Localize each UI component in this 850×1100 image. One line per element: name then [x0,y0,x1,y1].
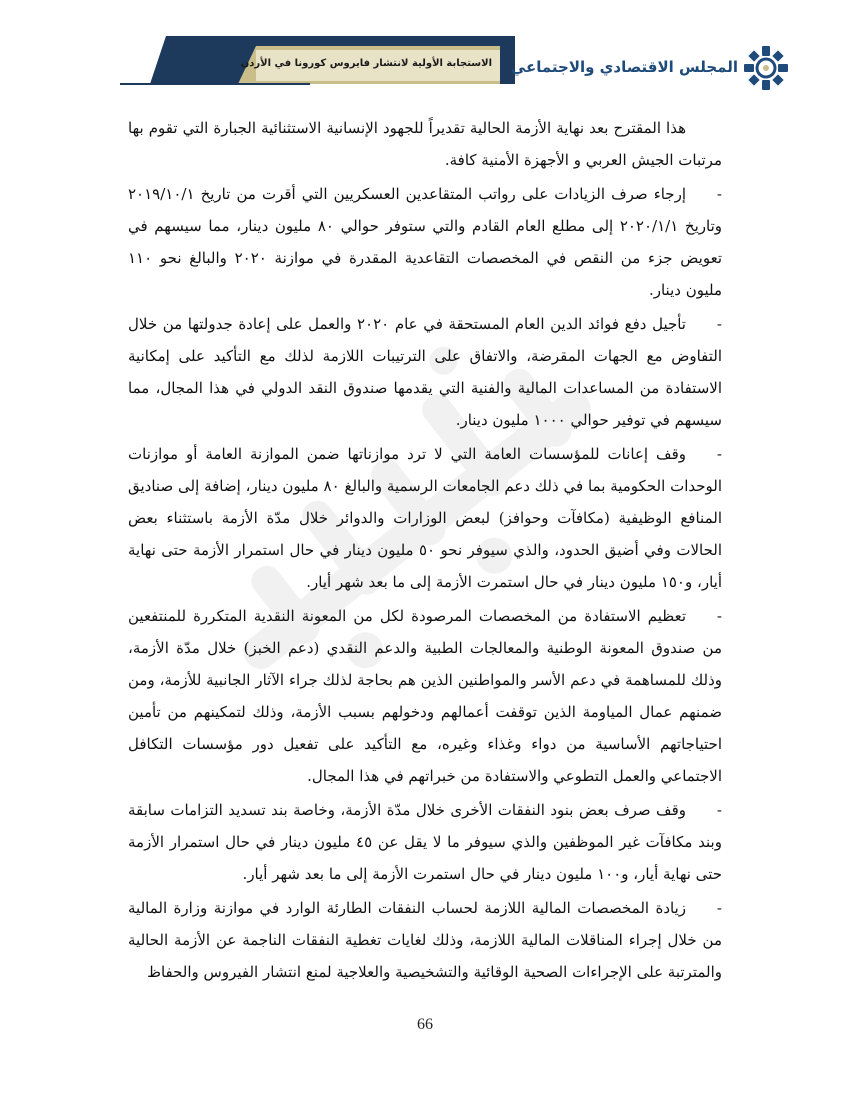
council-emblem-icon [742,44,790,92]
list-dash: - [716,801,722,819]
paragraph-text: زيادة المخصصات المالية اللازمة لحساب النفقات الطارئة الوارد في موازنة وزارة المالية من خلال إجراء المناقلات المالية اللازمة، وذلك لغايات تغطية النفقات الناجمة عن الأزمة الحالية والمترتبة على الإجراءات الصحية الوقائية والتشخيصية والعلاجية لمنع انتشار الفيروس والحفاظ [128,899,722,981]
list-dash: - [716,607,722,625]
bullet-paragraph [128,308,722,436]
bullet-paragraph [128,178,722,306]
paragraph-text: تعظيم الاستفادة من المخصصات المرصودة لكل من المعونة النقدية المتكررة للمنتفعين من صندوق المعونة الوطنية والمعالجات الطبية والدعم النقدي (دعم الخبز) خلال مدّة الأزمة، وذلك للمساهمة في دعم الأسر والمواطنين الذين هم بحاجة لذلك جراء الآثار الجانبية للأزمة، ومن ضمنهم عمال المياومة الذين توقفت أعمالهم ودخولهم بسبب الأزمة، وذلك لتمكينهم من تأمين احتياجاتهم الأساسية من دواء وغذاء وغيره، مع التأكيد على تفعيل دور مؤسسات التكافل الاجتماعي والعمل التطوعي والاستفادة من خبراتهم في هذا المجال. [128,607,722,785]
page-number: 66 [417,1016,433,1033]
document-body [128,112,722,990]
paragraph [128,112,722,176]
paragraph-text: إرجاء صرف الزيادات على رواتب المتقاعدين العسكريين التي أقرت من تاريخ ٢٠١٩/١٠/١ وتاريخ ٢٠٢٠/١/١ إلى مطلع العام القادم والتي ستوفر حوالي ٨٠ مليون دينار، مما سيسهم في تعويض جزء من النقص في المخصصات التقاعدية المقدرة في موازنة ٢٠٢٠ والبالغ نحو ١١٠ مليون دينار. [128,185,723,299]
organization-name: المجلس الاقتصادي والاجتماعي [510,58,738,76]
paragraph-text: وقف صرف بعض بنود النفقات الأخرى خلال مدّة الأزمة، وخاصة بند تسديد التزامات سابقة وبند مكافآت غير الموظفين والذي سيوفر ما لا يقل عن ٤٥ مليون دينار في حال استمرار الأزمة حتى نهاية أيار، و١٠٠ مليون دينار في حال استمرت الأزمة إلى ما بعد شهر أيار. [128,801,722,883]
paragraph-text: وقف إعانات للمؤسسات العامة التي لا ترد موازناتها ضمن الموازنة العامة أو موازنات الوحدات الحكومية بما في ذلك دعم الجامعات الرسمية والبالغ ٨٠ مليون دينار، إضافة إلى صناديق المنافع الوظيفية (مكافآت وحوافز) لبعض الوزارات والدوائر خلال مدّة الأزمة باستثناء بعض الحالات وفي أضيق الحدود، والذي سيوفر نحو ٥٠ مليون دينار في حال استمرار الأزمة حتى نهاية أيار، و١٥٠ مليون دينار في حال استمرت الأزمة إلى ما بعد شهر أيار. [128,445,723,591]
list-dash: - [716,315,722,333]
bullet-paragraph [128,600,722,792]
bullet-paragraph [128,892,722,988]
bullet-paragraph [128,438,722,598]
bullet-paragraph [128,794,722,890]
report-title: الاستجابة الأولية لانتشار فايروس كورونا في الأردن [240,58,492,69]
paragraph-text: تأجيل دفع فوائد الدين العام المستحقة في عام ٢٠٢٠ والعمل على إعادة جدولتها من خلال التفاوض مع الجهات المقرضة، والاتفاق على الترتيبات اللازمة لذلك مع التأكيد على إمكانية الاستفادة من المساعدات المالية والفنية التي يقدمها صندوق النقد الدولي في هذا المجال، مما سيسهم في توفير حوالي ١٠٠٠ مليون دينار. [128,315,722,429]
paragraph-text: هذا المقترح بعد نهاية الأزمة الحالية تقديراً للجهود الإنسانية الاستثنائية الجبارة التي تقوم بها مرتبات الجيش العربي و الأجهزة الأمنية كافة. [128,119,722,169]
list-dash: - [716,899,722,917]
list-dash: - [716,185,722,203]
header-rule [120,83,310,85]
list-dash: - [716,445,722,463]
page-header [0,0,850,100]
